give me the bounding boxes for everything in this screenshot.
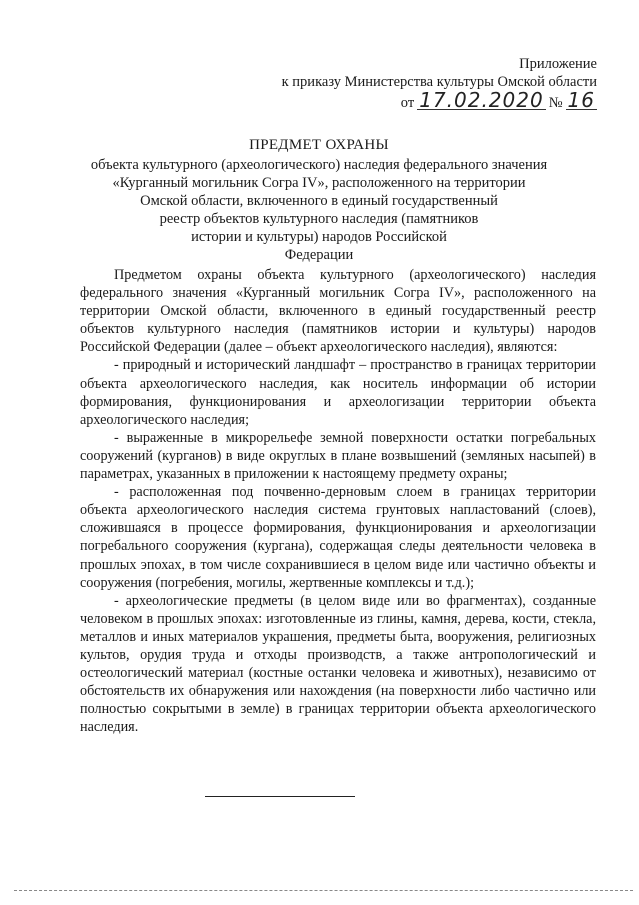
closing-rule xyxy=(205,796,355,797)
order-date-line xyxy=(282,88,597,112)
page-edge-rule xyxy=(14,890,633,891)
title-line: реестр объектов культурного наследия (памятников xyxy=(159,211,479,227)
title-line: Федерации xyxy=(284,247,354,263)
intro-paragraph: Предметом охраны объекта культурного (археологического) наследия федерального значения «Курганный могильник Согра IV», расположенного на территории Омской области, включенного в единый государственный реестр объектов культурного наследия (памятников истории и культуры) народов Российской Федерации (далее – объект археологического наследия), являются: xyxy=(80,267,596,356)
number-label: № xyxy=(548,95,563,111)
document-title-block xyxy=(80,136,558,264)
document-title: ПРЕДМЕТ ОХРАНЫ xyxy=(249,137,389,153)
list-item: - природный и исторический ландшафт – пространство в границах территории объекта археологического наследия, как носитель информации об истории формирования, функционирования и археологизации территории объекта археологического наследия; xyxy=(80,357,596,428)
appendix-label: Приложение xyxy=(519,56,597,72)
list-item: - археологические предметы (в целом виде или во фрагментах), созданные человеком в прошлых эпохах: изготовленные из глины, камня, дерева, кости, стекла, металлов и иных материалов украшения, предметы быта, вооружения, религиозных культов, орудия труда и отходы производств, а также антропологический и остеологический материал (костные останки человека и животных), независимо от обстоятельств их обнаружения или нахождения (на поверхности либо частично или полностью сокрытыми в земле) в границах территории объекта археологического наследия. xyxy=(80,592,596,736)
from-label: от xyxy=(400,95,415,111)
order-date-group xyxy=(400,88,597,112)
list-item: - расположенная под почвенно-дерновым слоем в границах территории объекта археологического наследия система грунтовых напластований (слоев), сложившаяся в процессе формирования, функционирования и археологизации погребального сооружения (кургана), содержащая следы деятельности человека в прошлых эпохах, в том числе сохранившиеся в целом виде или частично объекты и сооружения (погребения, могилы, жертвенные комплексы и т.д.); xyxy=(80,484,596,591)
title-line: истории и культуры) народов Российской xyxy=(191,229,447,245)
handwritten-number: 16 xyxy=(567,88,595,112)
appendix-header xyxy=(282,55,597,112)
handwritten-date: 17.02.2020 xyxy=(419,88,544,112)
order-reference: к приказу Министерства культуры Омской области xyxy=(281,74,597,90)
title-line: Омской области, включенного в единый государственный xyxy=(140,193,498,209)
document-body xyxy=(80,266,596,736)
title-line: «Курганный могильник Согра IV», расположенного на территории xyxy=(112,175,526,191)
list-item: - выраженные в микрорельефе земной поверхности остатки погребальных сооружений (курганов) в виде округлых в плане возвышений (земляных насыпей) в параметрах, указанных в приложении к настоящему предмету охраны; xyxy=(80,429,596,483)
title-line: объекта культурного (археологического) наследия федерального значения xyxy=(90,157,548,173)
